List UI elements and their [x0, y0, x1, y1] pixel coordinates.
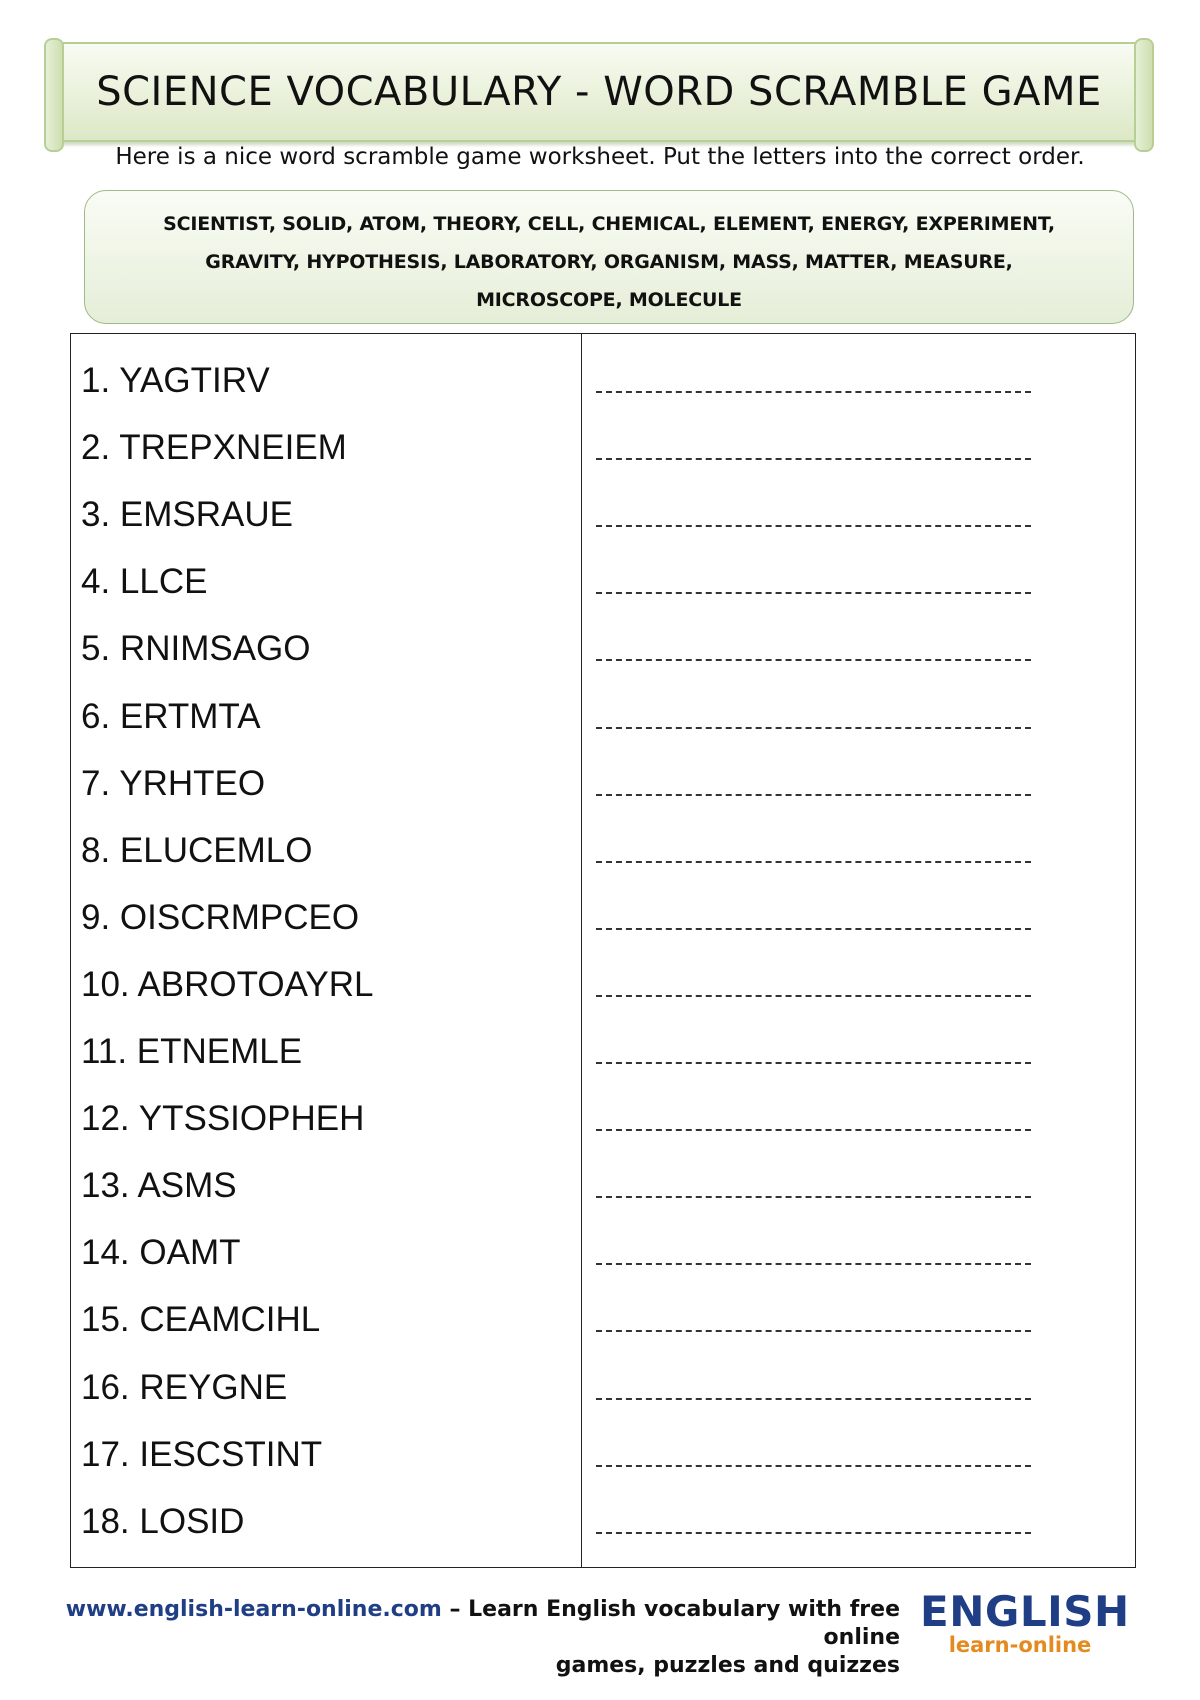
logo-main-text: ENGLISH [920, 1587, 1130, 1636]
answer-line[interactable] [596, 659, 1031, 661]
scrambled-word: 16. REYGNE [81, 1367, 288, 1407]
scrambled-word: 8. ELUCEMLO [81, 830, 313, 870]
puzzle-row [71, 1286, 1135, 1353]
scrambled-word: 7. YRHTEO [81, 763, 266, 803]
scrambled-word: 13. ASMS [81, 1166, 237, 1206]
footer-tagline-2: games, puzzles and quizzes [555, 1653, 900, 1678]
word-bank-line-1: SCIENTIST, SOLID, ATOM, THEORY, CELL, CHEMICAL, ELEMENT, ENERGY, EXPERIMENT, [163, 213, 1055, 235]
scrambled-word: 1. YAGTIRV [81, 361, 270, 400]
answer-line[interactable] [596, 861, 1031, 863]
page-title: SCIENCE VOCABULARY - WORD SCRAMBLE GAME [96, 69, 1102, 115]
puzzle-row [71, 1085, 1135, 1152]
scrambled-word: 11. ETNEMLE [81, 1032, 303, 1071]
answer-line[interactable] [596, 1398, 1031, 1400]
puzzle-row [71, 683, 1135, 750]
puzzle-row [71, 1152, 1135, 1219]
answer-line[interactable] [596, 1263, 1031, 1265]
word-bank-line-2: GRAVITY, HYPOTHESIS, LABORATORY, ORGANISM, MASS, MATTER, MEASURE, [205, 251, 1013, 273]
puzzle-row [71, 1219, 1135, 1286]
answer-line[interactable] [596, 1330, 1031, 1332]
puzzle-row [71, 817, 1135, 884]
answer-line[interactable] [596, 1465, 1031, 1467]
answer-line[interactable] [596, 391, 1031, 393]
answer-line[interactable] [596, 1532, 1031, 1534]
puzzle-row [71, 1018, 1135, 1085]
word-bank [84, 190, 1134, 324]
answer-line[interactable] [596, 928, 1031, 930]
answer-line[interactable] [596, 727, 1031, 729]
scrambled-word: 3. EMSRAUE [81, 495, 293, 535]
scrambled-word: 4. LLCE [81, 562, 208, 602]
logo-sub-text: learn-online [948, 1633, 1092, 1657]
scrambled-word: 12. YTSSIOPHEH [81, 1099, 365, 1139]
answer-line[interactable] [596, 995, 1031, 997]
puzzle-row [71, 347, 1135, 414]
puzzle-table [70, 333, 1136, 1568]
scrambled-word: 14. OAMT [81, 1233, 241, 1273]
answer-line[interactable] [596, 525, 1031, 527]
title-banner [50, 42, 1148, 142]
puzzle-row [71, 481, 1135, 548]
answer-line[interactable] [596, 794, 1031, 796]
scrambled-word: 2. TREPXNEIEM [81, 428, 347, 468]
brand-logo [920, 1587, 1130, 1657]
scrambled-word: 15. CEAMCIHL [81, 1300, 321, 1340]
puzzle-row [71, 884, 1135, 951]
answer-line[interactable] [596, 1129, 1031, 1131]
answer-line[interactable] [596, 1062, 1031, 1064]
answer-line[interactable] [596, 1196, 1031, 1198]
puzzle-row [71, 548, 1135, 615]
answer-line[interactable] [596, 458, 1031, 460]
word-bank-line-3: MICROSCOPE, MOLECULE [476, 289, 742, 311]
puzzle-row [71, 1421, 1135, 1488]
answer-line[interactable] [596, 592, 1031, 594]
scrambled-word: 5. RNIMSAGO [81, 629, 311, 669]
puzzle-row [71, 951, 1135, 1018]
puzzle-row [71, 1354, 1135, 1421]
puzzle-row [71, 1488, 1135, 1555]
footer-text [50, 1596, 900, 1680]
scrambled-word: 6. ERTMTA [81, 696, 261, 736]
scrambled-word: 9. OISCRMPCEO [81, 897, 360, 937]
scrambled-word: 10. ABROTOAYRL [81, 964, 374, 1004]
puzzle-row [71, 615, 1135, 682]
instructions-text: Here is a nice word scramble game worksheet. Put the letters into the correct order. [115, 144, 1085, 170]
puzzle-row [71, 750, 1135, 817]
footer-url-link[interactable]: www.english-learn-online.com [65, 1597, 442, 1622]
scrambled-word: 17. IESCSTINT [81, 1434, 323, 1474]
footer-tagline-1: – Learn English vocabulary with free online [441, 1597, 900, 1650]
puzzle-row [71, 414, 1135, 481]
scrambled-word: 18. LOSID [81, 1501, 245, 1541]
